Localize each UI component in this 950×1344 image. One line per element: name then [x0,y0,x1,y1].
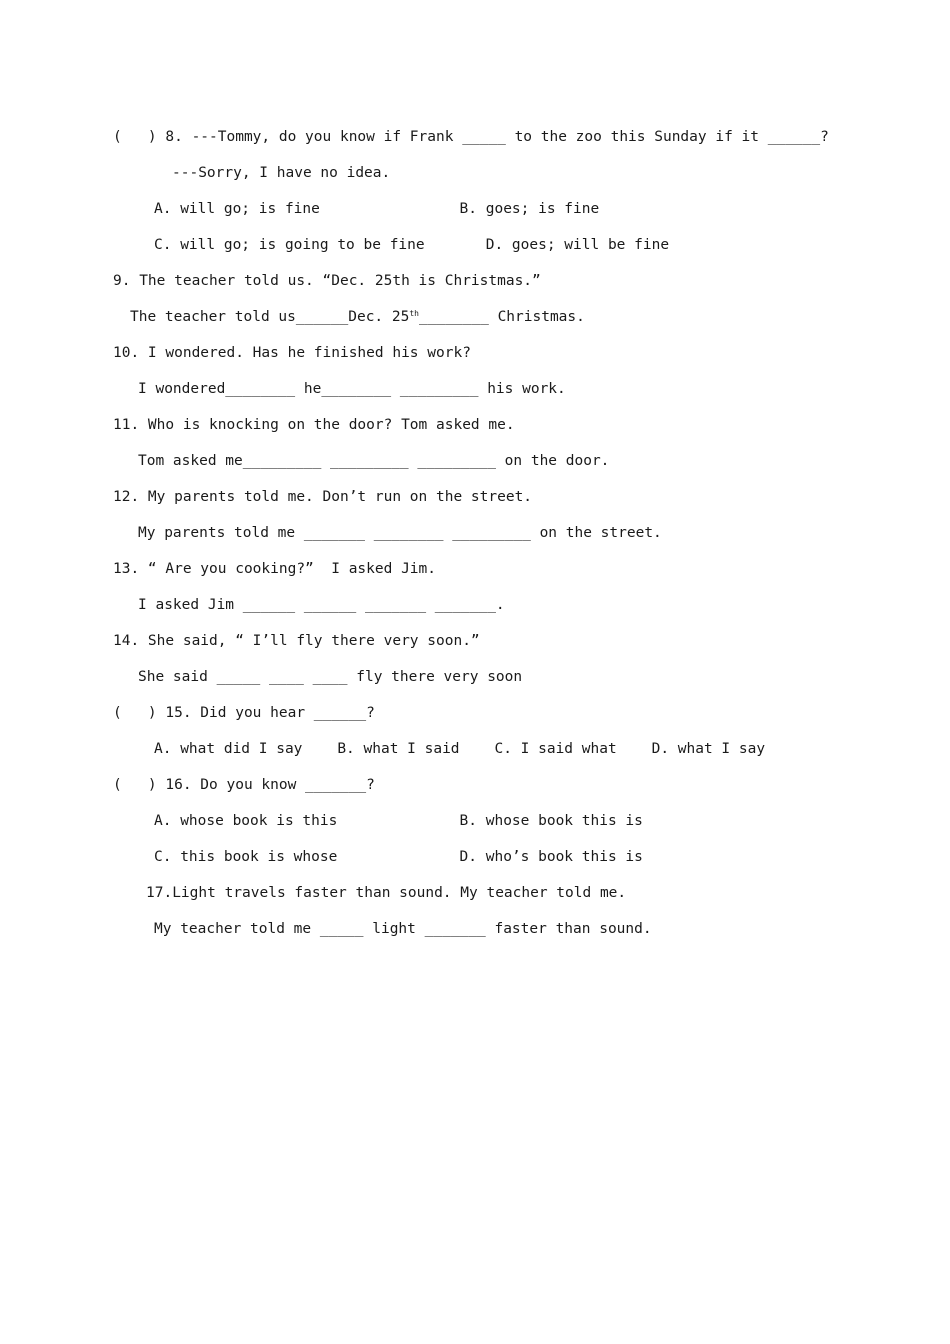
question-16-options-cd: C. this book is whose D. who’s book this is [154,849,643,865]
question-13-stem: 13. “ Are you cooking?” I asked Jim. [113,561,437,577]
question-10-answer: I wondered________ he________ _________ his work. [138,381,566,397]
question-12-answer: My parents told me _______ ________ _________ on the street. [138,525,662,541]
question-9-answer-after: ________ Christmas. [419,309,585,325]
question-8-stem: ( ) 8. ---Tommy, do you know if Frank _____ to the zoo this Sunday if it ______? [113,129,829,145]
question-8-options-cd: C. will go; is going to be fine D. goes; will be fine [154,237,670,253]
question-8-reply: ---Sorry, I have no idea. [172,165,391,181]
question-11-answer: Tom asked me_________ _________ _________ on the door. [138,453,610,469]
question-15-stem: ( ) 15. Did you hear ______? [113,705,375,721]
question-11-stem: 11. Who is knocking on the door? Tom asked me. [113,417,515,433]
question-16-stem: ( ) 16. Do you know _______? [113,777,375,793]
question-16-options-ab: A. whose book is this B. whose book this is [154,813,643,829]
question-9-answer-before: The teacher told us______Dec. 25 [130,309,410,325]
question-17-answer: My teacher told me _____ light _______ faster than sound. [154,921,652,937]
question-9-answer [130,308,585,326]
question-17-stem: 17.Light travels faster than sound. My teacher told me. [146,885,627,901]
question-9-superscript: th [409,309,419,318]
question-12-stem: 12. My parents told me. Don’t run on the street. [113,489,533,505]
question-15-options: A. what did I say B. what I said C. I said what D. what I say [154,741,766,757]
question-10-stem: 10. I wondered. Has he finished his work? [113,345,471,361]
question-14-answer: She said _____ ____ ____ fly there very soon [138,669,523,685]
question-14-stem: 14. She said, “ I’ll fly there very soon.” [113,633,480,649]
question-13-answer: I asked Jim ______ ______ _______ _______. [138,597,505,613]
question-8-options-ab: A. will go; is fine B. goes; is fine [154,201,600,217]
question-9-stem: 9. The teacher told us. “Dec. 25th is Christmas.” [113,273,541,289]
